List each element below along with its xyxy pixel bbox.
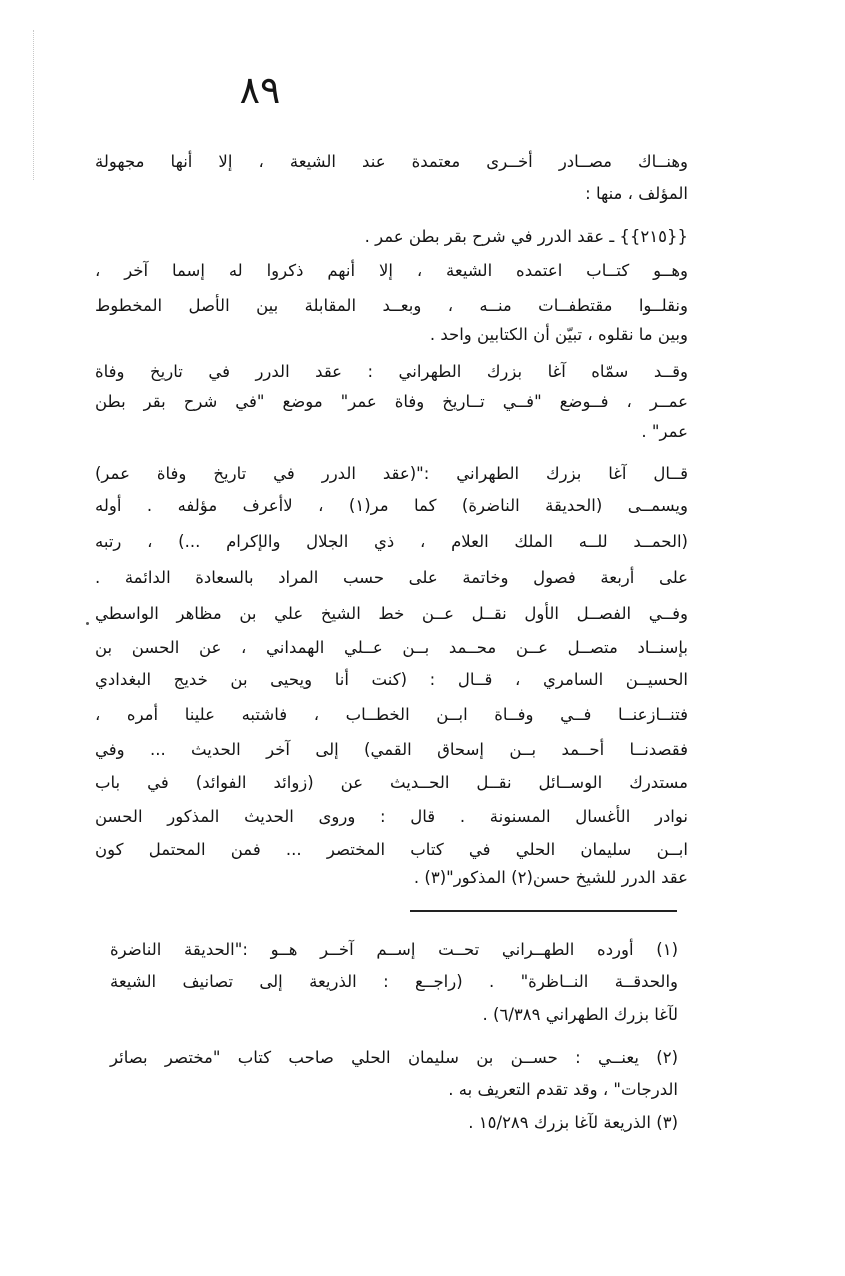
body-line: فقصدنــا أحــمد بــن إسحاق القمي) إلى آخر الحديث ... وفي bbox=[95, 740, 688, 759]
body-line: وهنــاك مصــادر أخــرى معتمدة عند الشيعة ، إلا أنها مجهولة bbox=[95, 152, 688, 171]
body-line: فتنــازعنــا فــي وفــاة ابــن الخطــاب ، فاشتبه علينا أمره ، bbox=[95, 705, 688, 724]
body-line: مستدرك الوســائل نقــل الحــديث عن (زوائد الفوائد) في باب bbox=[95, 773, 688, 792]
body-line: ونقلــوا مقتطفــات منــه ، وبعــد المقابلة بين الأصل المخطوط bbox=[95, 296, 688, 315]
footnote-line: (٣) الذريعة لآغا بزرك ١٥/٢٨٩ . bbox=[468, 1113, 678, 1132]
footnote-separator bbox=[410, 910, 677, 912]
footnote-line: والحدقــة النــاظرة" . (راجــع : الذريعة إلى تصانيف الشيعة bbox=[110, 972, 678, 991]
body-line: ويسمــى (الحديقة الناضرة) كما مر(١) ، لاأعرف مؤلفه . أوله bbox=[95, 496, 688, 515]
body-line: المؤلف ، منها : bbox=[585, 184, 688, 203]
body-line: (الحمــد للــه الملك العلام ، ذي الجلال والإكرام ...) ، رتبه bbox=[95, 532, 688, 551]
body-line: عمــر ، فــوضع "فــي تــاريخ وفاة عمر" موضع "في شرح بقر بطن bbox=[95, 392, 688, 411]
body-line: عقد الدرر للشيخ حسن(٢) المذكور"(٣) . bbox=[413, 868, 688, 887]
body-line: على أربعة فصول وخاتمة على حسب المراد بالسعادة الدائمة . bbox=[95, 568, 688, 587]
body-line: {{٢١٥}} ـ عقد الدرر في شرح بقر بطن عمر . bbox=[364, 227, 688, 246]
body-line: عمر" . bbox=[641, 422, 688, 441]
body-line: نوادر الأغسال المسنونة . قال : وروى الحديث المذكور الحسن bbox=[95, 807, 688, 826]
page-number: ٨٩ bbox=[239, 68, 281, 112]
footnote-line: الدرجات" ، وقد تقدم التعريف به . bbox=[448, 1080, 678, 1099]
body-line: ابــن سليمان الحلي في كتاب المختصر ... فمن المحتمل كون bbox=[95, 840, 688, 859]
body-line: وبين ما نقلوه ، تبيّن أن الكتابين واحد . bbox=[429, 325, 688, 344]
body-line: قــال آغا بزرك الطهراني :"(عقد الدرر في تاريخ وفاة عمر) bbox=[95, 464, 688, 483]
footnote-line: (٢) يعنــي : حســن بن سليمان الحلي صاحب كتاب "مختصر بصائر bbox=[110, 1048, 678, 1067]
stray-mark bbox=[86, 622, 89, 625]
body-line: وقــد سمّاه آغا بزرك الطهراني : عقد الدرر في تاريخ وفاة bbox=[95, 362, 688, 381]
body-line: وفــي الفصــل الأول نقــل عــن خط الشيخ علي بن مظاهر الواسطي bbox=[95, 604, 688, 623]
body-line: وهــو كتــاب اعتمده الشيعة ، إلا أنهم ذكروا له إسما آخر ، bbox=[95, 261, 688, 280]
margin-mark bbox=[33, 30, 34, 180]
body-line: الحسيــن السامري ، قــال : (كنت أنا ويحيى بن خديج البغدادي bbox=[95, 670, 688, 689]
footnote-line: (١) أورده الطهــراني تحــت إســم آخــر هــو :"الحديقة الناضرة bbox=[110, 940, 678, 959]
footnote-line: لآغا بزرك الطهراني ٦/٣٨٩) . bbox=[482, 1005, 678, 1024]
body-line: بإسنــاد متصــل عــن محــمد بــن عــلي الهمداني ، عن الحسن بن bbox=[95, 638, 688, 657]
